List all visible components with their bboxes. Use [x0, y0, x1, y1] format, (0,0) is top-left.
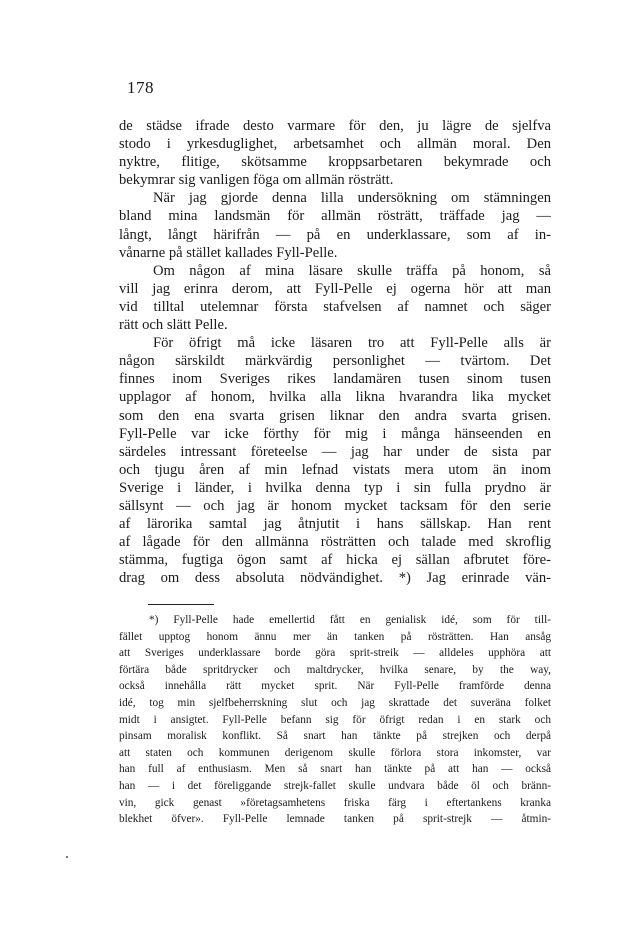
- text-line: af lågade för den allmänna rösträtten och talade med skroflig: [119, 534, 551, 551]
- text-line: stodo i yrkesduglighet, arbetsamhet och allmän moral. Den: [119, 136, 551, 153]
- footnote-line: han full af enthusiasm. Men så snart han tänkte på att han — också: [119, 763, 551, 776]
- text-line: som den ena svarta grisen liknar den andra svarta grisen.: [119, 407, 551, 424]
- footnote-divider: [148, 604, 214, 605]
- text-line: särdeles intressant företeelse — jag har under de sista par: [119, 443, 551, 460]
- footnote-line: att staten och kommunen derigenom skulle förlora stora inkomster, var: [119, 746, 551, 759]
- main-text: [119, 117, 551, 587]
- footnote-line: blekhet öfver». Fyll-Pelle lemnade tanken på sprit-strejk — åtmin-: [119, 813, 551, 826]
- text-line: När jag gjorde denna lilla undersökning om stämningen: [153, 190, 551, 207]
- text-line: finnes inom Sveriges rikes landamären tusen sinom tusen: [119, 371, 551, 388]
- text-line: de städse ifrade desto varmare för den, ju lägre de sjelfva: [119, 118, 551, 134]
- text-line: drag om dess absoluta nödvändighet. *) Jag erinrade vän-: [119, 570, 551, 587]
- paragraph: [119, 334, 551, 587]
- paragraph: [119, 189, 551, 261]
- text-line: och tjugu åren af min lefnad vistats mera utom än inom: [119, 461, 551, 478]
- text-line: vill jag erinra derom, att Fyll-Pelle ej ogerna hör att man: [119, 280, 551, 297]
- text-line: Sverige i länder, i hvilka denna typ i sin fulla prydno är: [119, 479, 551, 496]
- text-line: af lärorika samtal jag åtnjutit i hans sällskap. Han rent: [119, 516, 551, 533]
- text-line: upplagor af honom, hvilka alla likna hvarandra lika mycket: [119, 389, 551, 406]
- text-line: För öfrigt må icke läsaren tro att Fyll-Pelle alls är: [153, 335, 551, 352]
- paragraph: [119, 117, 551, 189]
- text-line: rätt och slätt Pelle.: [119, 317, 228, 334]
- footnote-line: förtära både spritdrycker och maltdrycker, hvilka senare, by the way,: [119, 663, 551, 676]
- footnote-line: midt i ansigtet. Fyll-Pelle befann sig för öfrigt redan i en stark och: [119, 713, 551, 726]
- text-line: nyktre, flitige, skötsamme kroppsarbetaren bekymrade och: [119, 154, 551, 171]
- footnote-line: han — i det föreliggande strejk-fallet skulle undvara både öl och bränn-: [119, 779, 551, 792]
- paragraph: [119, 262, 551, 334]
- text-line: Om någon af mina läsare skulle träffa på honom, så: [153, 262, 551, 279]
- text-line: bland mina landsmän för allmän rösträtt, träffade jag —: [119, 208, 551, 225]
- footnote: [119, 612, 551, 828]
- text-line: någon särskildt märkvärdig personlighet — tvärtom. Det: [119, 353, 551, 370]
- footnote-line: fället upptog honom ännu mer än tanken på rösträtten. Han ansåg: [119, 630, 551, 643]
- page-number: 178: [127, 78, 154, 97]
- text-line: sällsynt — och jag är honom mycket tacksam för den serie: [119, 497, 551, 514]
- text-line: stämma, fugtiga ögon samt af hicka ej sällan afbrutet före-: [119, 552, 551, 569]
- text-line: vid tilltal utelemnar första stafvelsen af namnet och säger: [119, 298, 551, 315]
- footnote-line: också innehålla rätt mycket sprit. När Fyll-Pelle framförde denna: [119, 680, 551, 693]
- text-line: Fyll-Pelle var icke förthy för mig i många hänseenden en: [119, 425, 551, 442]
- footnote-line: idé, tog min sjelfbeherrskning slut och jag skrattade det suveräna folket: [119, 696, 551, 709]
- text-line: långt, långt härifrån — på en underklassare, som af in-: [119, 226, 551, 243]
- text-line: vånarne på stället kallades Fyll-Pelle.: [119, 244, 338, 261]
- footnote-line: vin, gick genast »företagsamhetens friska färg i eftertankens kranka: [119, 796, 551, 809]
- footnote-line: *) Fyll-Pelle hade emellertid fått en genialisk idé, som för till-: [149, 614, 551, 626]
- footnote-line: pinsam moralisk konflikt. Så snart han tänkte på strejken och derpå: [119, 730, 551, 743]
- footnote-line: att Sveriges underklassare borde göra sprit-streik — alldeles upphöra att: [119, 647, 551, 660]
- print-speck: [66, 856, 68, 858]
- text-line: bekymrar sig vanligen föga om allmän rösträtt.: [119, 172, 394, 189]
